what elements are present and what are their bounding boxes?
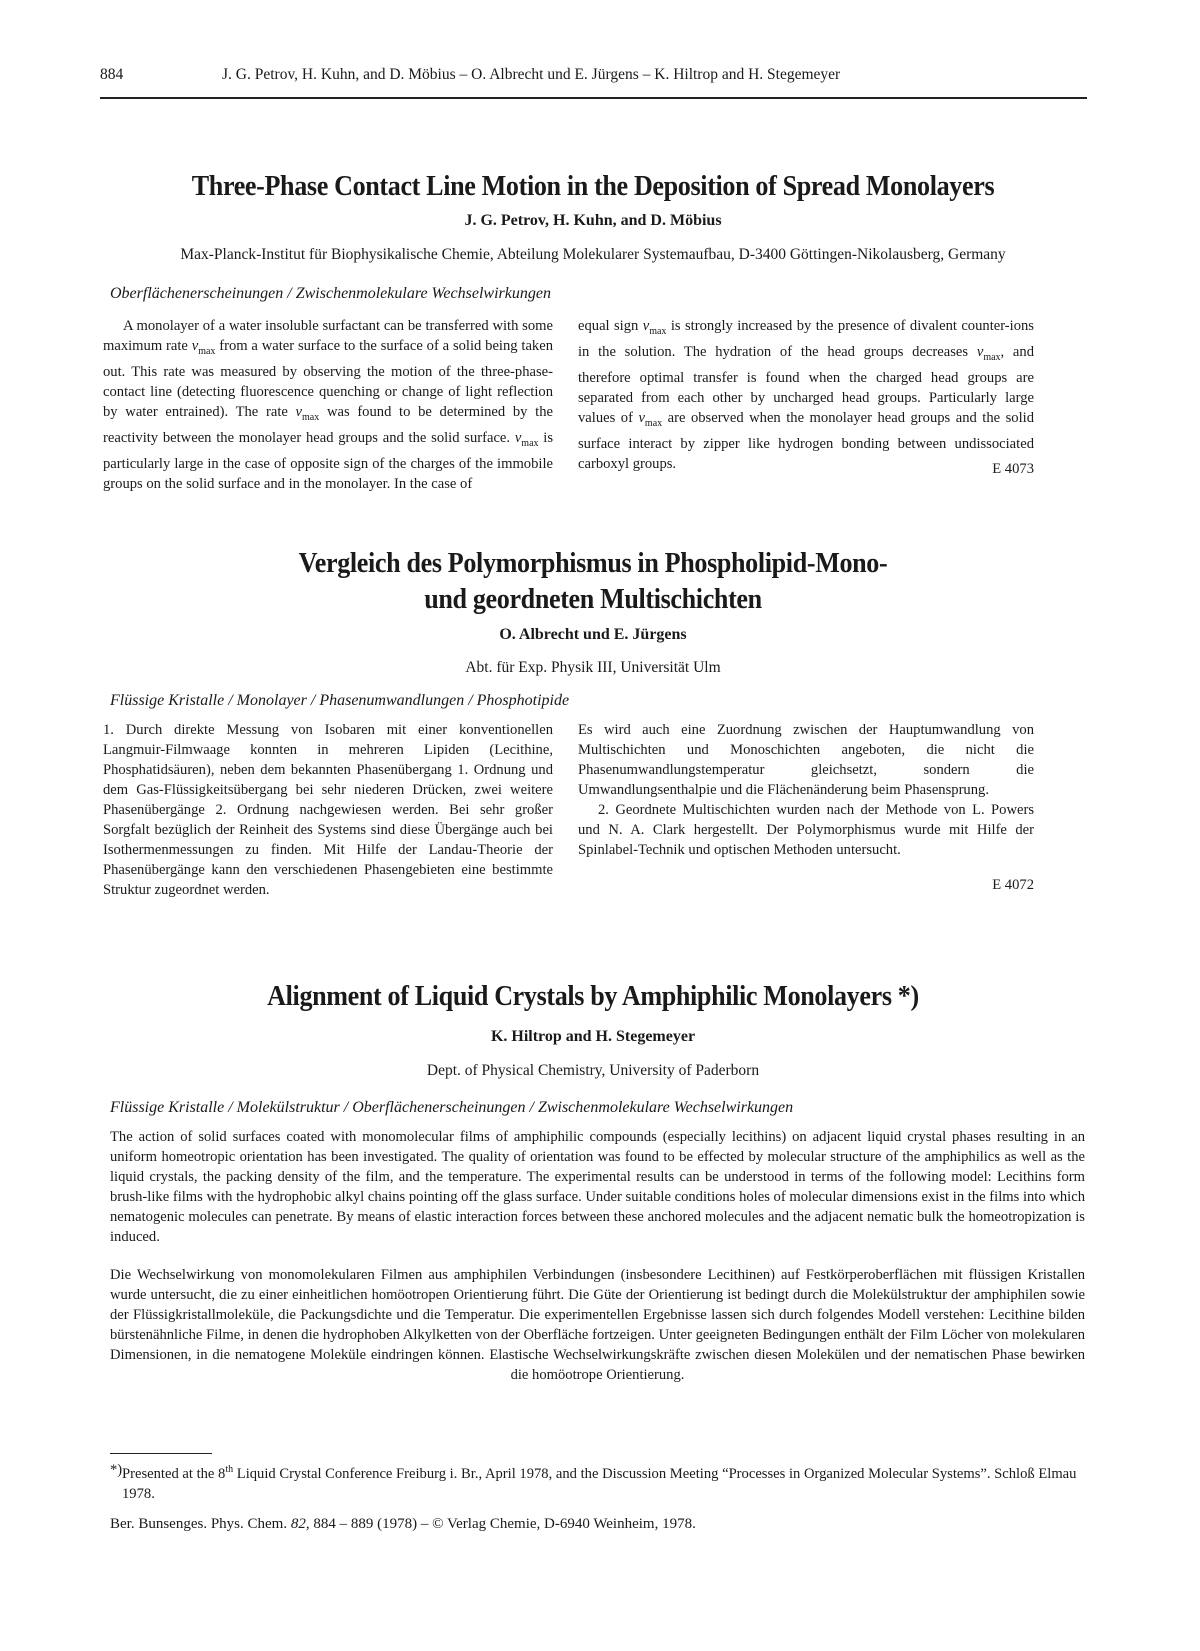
article3-abstract-english: The action of solid surfaces coated with monomolecular films of amphiphilic compounds (especially lecithins) on adjacent liquid crystal phases resulting in an uniform homeotropic orientation has been investigated. The quality of orientation was found to be effected by molecular structure of the amphiphilics as well as the liquid crystals, the packing density of the film, and the temperature. The experimental results can be understood in terms of the following model: Lecithins form brush-like films with the hydrophobic alkyl chains pointing off the glass surface. Under suitable conditions holes of molecular dimensions exist in the films into which nematogenic molecules can penetrate. By means of elastic interaction forces between these anchored molecules and the adjacent nematic bulk the homeotropization is induced. — [110, 1129, 1085, 1245]
footnote-mark: *) — [110, 1462, 123, 1478]
running-head-authors: J. G. Petrov, H. Kuhn, and D. Möbius – O. Albrecht und E. Jürgens – K. Hiltrop and H. Stegemeyer — [222, 66, 841, 83]
article2-left-column: 1. Durch direkte Messung von Isobaren mit einer konventionellen Langmuir-Filmwaage konnten in mehreren Lipiden (Lecithine, Phosphatidsäuren), neben dem bekannten Phasenübergang 1. Ordnung und dem Gas-Flüssigkeitsübergang bei sehr niederen Drücken, zwei weitere Phasenübergänge 2. Ordnung nachgewiesen werden. Bei sehr großer Sorgfalt bezüglich der Reinheit des Systems sind diese Übergänge auch bei Isothermenmessungen zu finden. Mit Hilfe der Landau-Theorie der Phasenübergänge kann den verschiedenen Phasengebieten eine bestimmte Struktur zugeordnet werden. — [103, 722, 553, 898]
article2-title-line1: Vergleich des Polymorphismus in Phospholipid-Mono- — [298, 547, 888, 579]
vmax: v — [191, 338, 199, 354]
article2-title-line2: und geordneten Multischichten — [424, 583, 762, 615]
journal-citation: Ber. Bunsenges. Phys. Chem. 82, 884 – 889 (1978) – © Verlag Chemie, D-6940 Weinheim, 1978. — [110, 1516, 696, 1532]
page-number: 884 — [100, 66, 124, 83]
article2-code: E 4072 — [992, 877, 1034, 893]
article1-authors: J. G. Petrov, H. Kuhn, and D. Möbius — [464, 212, 722, 229]
article3-abstract-german: Die Wechselwirkung von monomolekularen Filmen aus amphiphilen Verbindungen (insbesondere Lecithinen) auf Festkörperoberflächen mit flüssigen Kristallen wurde untersucht, die zu einer einheitlichen homöotropen Orientierung führt. Die Güte der Orientierung ist bedingt durch die Molekülstruktur der amphiphilen sowie der Flüssigkristallmoleküle, die Packungsdichte und die Temperatur. Die experimentellen Ergebnisse lassen sich durch folgendes Modell verstehen: Lecithine bilden bürstenähnliche Filme, in denen die hydrophoben Alkylketten von der Oberfläche fortzeigen. Unter geeigneten Bedingungen enthält der Film Löcher von molekularen Dimensionen, in die nematogene Moleküle eindringen können. Elastische Wechselwirkungskräfte zwischen diesen Molekülen und der nematischen Phase bewirken die homöotrope Orientierung. — [110, 1267, 1085, 1383]
article3-affiliation: Dept. of Physical Chemistry, University of Paderborn — [426, 1062, 760, 1079]
article2-right-column: Es wird auch eine Zuordnung zwischen der Hauptumwandlung von Multischichten und Monoschichten angeboten, die nicht die Phasenumwandlungstemperatur gleichsetzt, sondern die Umwandlungsenthalpie und die Flächenänderung beim Phasensprung. 2. Geordnete Multischichten wurden nach der Methode von L. Powers und N. A. Clark hergestellt. Der Polymorphismus wurde mit Hilfe der Spinlabel-Technik und optischen Methoden untersucht. — [578, 722, 1034, 858]
article1-right-column: equal sign $v_{max}$ is strongly increased by the presence of divalent counter-ions in the solution. The hydration of the head groups decreases $v_{max}$, and therefore optimal transfer is found when the charged head groups are separated from each other by uncharged head groups. Particularly large values of $v_{max}$ are observed when the monolayer head groups and the solid surface interact by zipper like hydrogen bonding between undissociated carboxyl groups. — [578, 318, 1034, 472]
article3-authors: K. Hiltrop and H. Stegemeyer — [490, 1028, 696, 1045]
footnote-rule — [110, 1453, 212, 1454]
article1-left-column: A monolayer of a water insoluble surfactant can be transferred with some maximum rate $v_{max}$ from a water surface to the surface of a solid being taken out. This rate was measured by observing the motion of the three-phase-contact line (detecting fluorescence quenching or change of light reflection by water entrained). The rate $v_{max}$ was found to be determined by the reactivity between the monolayer head groups and the solid surface. $v_{max}$ is particularly large in the case of opposite sign of the charges of the immobile groups on the solid surface and in the monolayer. In the case of — [103, 318, 554, 492]
article3-keywords: Flüssige Kristalle / Molekülstruktur / Oberflächenerscheinungen / Zwischenmolekulare Wechselwirkungen — [110, 1099, 794, 1116]
article2-authors: O. Albrecht und E. Jürgens — [499, 626, 687, 643]
article2-keywords: Flüssige Kristalle / Monolayer / Phasenumwandlungen / Phosphotipide — [110, 692, 570, 709]
article1-code: E 4073 — [992, 461, 1034, 477]
header-rule — [100, 97, 1087, 99]
article3-title: Alignment of Liquid Crystals by Amphiphilic Monolayers *) — [267, 980, 919, 1012]
running-head — [100, 66, 1086, 90]
article1-keywords: Oberflächenerscheinungen / Zwischenmolekulare Wechselwirkungen — [110, 285, 551, 302]
article2-affiliation: Abt. für Exp. Physik III, Universität Ulm — [465, 659, 721, 676]
article1-affiliation: Max-Planck-Institut für Biophysikalische Chemie, Abteilung Molekularer Systemaufbau, D-3400 Göttingen-Nikolausberg, Germany — [180, 246, 1006, 263]
footnote: *) Presented at the 8th Liquid Crystal Conference Freiburg i. Br., April 1978, and the Discussion Meeting “Processes in Organized Molecular Systems”. Schloß Elmau 1978. — [110, 1462, 1077, 1502]
article1-title: Three-Phase Contact Line Motion in the Deposition of Spread Monolayers — [191, 170, 995, 202]
